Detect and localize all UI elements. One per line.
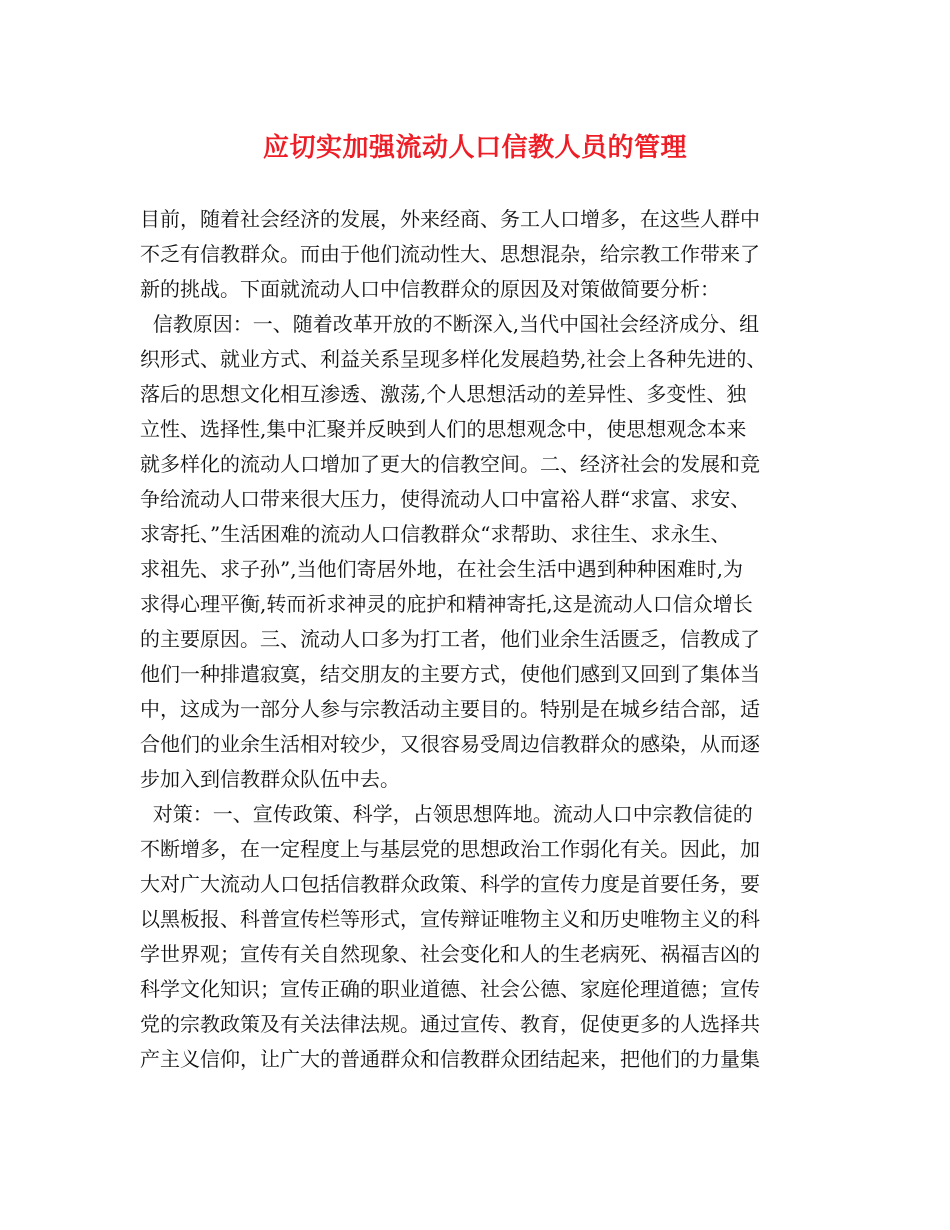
body-line: 争给流动人口带来很大压力，使得流动人口中富裕人群“求富、求安、 — [140, 487, 751, 511]
body-line: 求寄托、”生活困难的流动人口信教群众“求帮助、求往生、求永生、 — [140, 522, 731, 546]
body-line: 立性、选择性,集中汇聚并反映到人们的思想观念中，使思想观念本来 — [140, 417, 747, 441]
body-line: 以黑板报、科普宣传栏等形式，宣传辩证唯物主义和历史唯物主义的科 — [140, 907, 760, 931]
body-line: 党的宗教政策及有关法律法规。通过宣传、教育，促使更多的人选择共 — [140, 1012, 760, 1036]
body-line: 大对广大流动人口包括信教群众政策、科学的宣传力度是首要任务，要 — [140, 872, 760, 896]
body-line: 求得心理平衡,转而祈求神灵的庇护和精神寄托,这是流动人口信众增长 — [140, 592, 753, 616]
body-line: 步加入到信教群众队伍中去。 — [140, 767, 400, 791]
document-title: 应切实加强流动人口信教人员的管理 — [262, 133, 687, 163]
body-line: 就多样化的流动人口增加了更大的信教空间。二、经济社会的发展和竞 — [140, 452, 760, 476]
body-line: 对策：一、宣传政策、科学，占领思想阵地。流动人口中宗教信徒的 — [140, 802, 753, 826]
body-line: 学世界观；宣传有关自然现象、社会变化和人的生老病死、祸福吉凶的 — [140, 942, 760, 966]
body-line: 不断增多，在一定程度上与基层党的思想政治工作弱化有关。因此，加 — [140, 837, 760, 861]
body-line: 目前，随着社会经济的发展，外来经商、务工人口增多，在这些人群中 — [140, 207, 760, 231]
body-line: 产主义信仰，让广大的普通群众和信教群众团结起来，把他们的力量集 — [140, 1047, 760, 1071]
body-line: 新的挑战。下面就流动人口中信教群众的原因及对策做简要分析： — [140, 277, 720, 301]
body-line: 中，这成为一部分人参与宗教活动主要目的。特别是在城乡结合部，适 — [140, 697, 760, 721]
body-line: 合他们的业余生活相对较少，又很容易受周边信教群众的感染，从而逐 — [140, 732, 760, 756]
body-line: 求祖先、求子孙”,当他们寄居外地，在社会生活中遇到种种困难时,为 — [140, 557, 743, 581]
body-line: 科学文化知识；宣传正确的职业道德、社会公德、家庭伦理道德；宣传 — [140, 977, 760, 1001]
body-line: 他们一种排遣寂寞，结交朋友的主要方式，使他们感到又回到了集体当 — [140, 662, 760, 686]
body-line: 信教原因：一、随着改革开放的不断深入,当代中国社会经济成分、组 — [140, 312, 760, 336]
document-body — [140, 202, 812, 1077]
body-line: 织形式、就业方式、利益关系呈现多样化发展趋势,社会上各种先进的、 — [140, 347, 767, 371]
body-line: 的主要原因。三、流动人口多为打工者，他们业余生活匮乏，信教成了 — [140, 627, 760, 651]
body-line: 落后的思想文化相互渗透、激荡,个人思想活动的差异性、多变性、独 — [140, 382, 747, 406]
body-line: 不乏有信教群众。而由于他们流动性大、思想混杂，给宗教工作带来了 — [140, 242, 760, 266]
